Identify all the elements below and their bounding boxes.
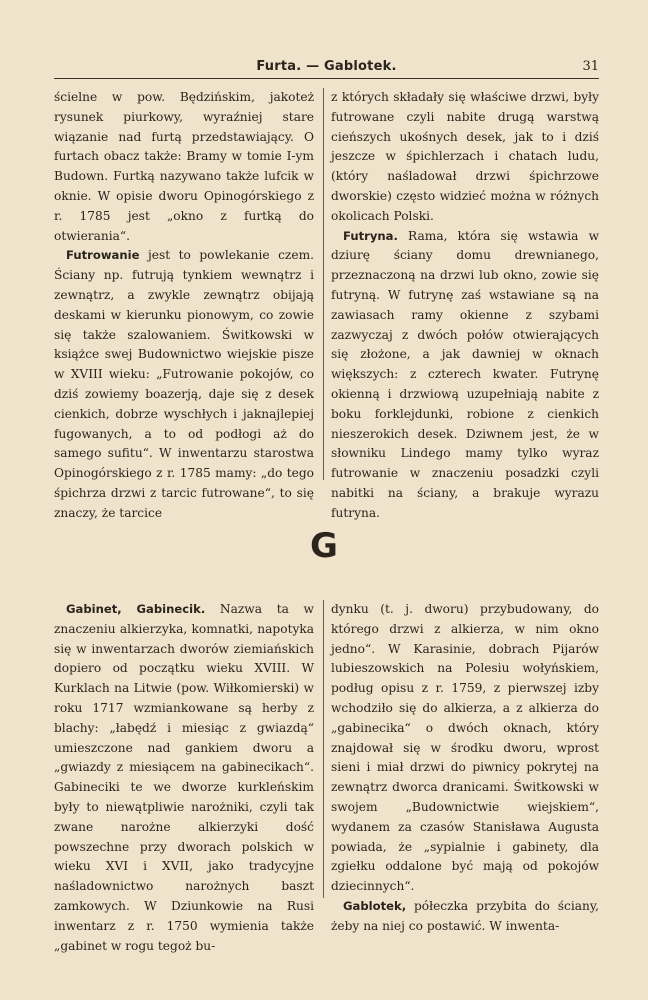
paragraph-continued: dynku (t. j. dworu) przybudowany, do którego drzwi z alkierza, w nim okno jedno“. W Karasinie, dobrach Pijarów lubieszowskich na Polesiu wołyńskiem, podług opisu z r. 1759, z pierwszej izby wchodziło się do alkierza, a z alkierza do „gabinecika“ o dwóch oknach, który znajdował się w środku dworu, wprost sieni i miał drzwi do piwnicy pokrytej na zewnątrz dworca dranicami. Świtkowski w swojem „Budownictwie wiejskiem“, wydanem za czasów Stanisława Augusta powiada, że „sypialnie i gabinety, dla zgiełku oddalone być mają od pokojów dziecinnych“. [331, 602, 599, 894]
entry-text: Nazwa ta w znaczeniu alkierzyka, komnatki, napotyka się w inwentarzach dworów ziemiańskich dopiero od początku wieku XVIII. W Kurklach na Litwie (pow. Wiłkomierski) w roku 1717 wzmiankowane są herby z blachy: „łabędź i miesiąc z gwiazdą“ umieszczone nad gankiem dworu a „gwiazdy z miesiącem na gabinecikach“. Gabineciki te we dworze kurkleńskim były to niewątpliwie narożniki, czyli tak zwane narożne alkierzyki dość powszechne przy dworach polskich w wieku XVI i XVII, jako tradycyjne naśladownictwo narożnych baszt zamkowych. W Dziunkowie na Rusi inwentarz z r. 1750 wymienia także „gabinet w rogu tegoż bu- [54, 602, 314, 953]
entry-futryna [331, 227, 599, 524]
column-divider [323, 600, 324, 898]
entry-headword: Futryna. [343, 228, 398, 243]
entry-text: Rama, która się wstawia w dziurę ściany domu drewnianego, przeznaczoną na drzwi lub okno, zowie się futryną. W futrynę zaś wstawiane są na zawiasach ramy okienne z szybami zazwyczaj z dwóch połów otwierających się złożone, a jak dawniej w oknach większych: z czterech kwater. Futrynę okienną i drzwiową uzupełniają nabite z boku forklejdunki, robione z cienkich nieszerokich desek. Dziwnem jest, że w słowniku Lindego mamy tylko wyraz futrowanie w znaczeniu posadzki czyli nabitki na ściany, a brakuje wyrazu futryna. [331, 228, 599, 520]
entry-headword: Gabinet, Gabinecik. [66, 602, 206, 616]
column-right-top [331, 88, 599, 524]
paragraph-continued: ścielne w pow. Będzińskim, jakoteż rysunek piurkowy, wyraźniej stare wiązanie nad furtą przedstawiający. O furtach obacz także: Bramy w tomie I-ym Budown. Furtką nazywano także lufcik w oknie. W opisie dworu Opinogórskiego z r. 1785 jest „okno z furtką do otwierania“. [54, 90, 314, 243]
entry-gablotek [331, 897, 599, 937]
section-letter: G [310, 526, 338, 566]
column-left-top [54, 88, 314, 524]
running-header [54, 58, 599, 79]
entry-futrowanie [54, 246, 314, 523]
entry-headword: Gablotek, [343, 898, 407, 913]
paragraph-continued: z których składały się właściwe drzwi, były futrowane czyli nabite drugą warstwą cieńszych ukośnych desek, jak to i dziś jeszcze w śpichlerzach i chatach ludu, (który naśladował drzwi śpichrzowe dworskie) często widzieć można w różnych okolicach Polski. [331, 90, 599, 223]
entry-text: półeczka przybita do ściany, żeby na niej co postawić. W inwenta- [331, 898, 599, 933]
page-number: 31 [582, 59, 599, 74]
column-right-bottom [331, 600, 599, 937]
entry-headword: Futrowanie [66, 248, 140, 263]
header-title: Furta. — Gablotek. [256, 59, 397, 74]
column-divider [323, 88, 324, 480]
entry-gabinet [54, 600, 314, 956]
column-left-bottom [54, 600, 314, 956]
entry-text: jest to powlekanie czem. Ściany np. futrują tynkiem wewnątrz i zewnątrz, a zwykle zewnątrz obijają deskami w kierunku pionowym, co zowie się także szalowaniem. Świtkowski w książce swej Budownictwo wiejskie pisze w XVIII wieku: „Futrowanie pokojów, co dziś zowiemy boazerją, daje się z desek cienkich, dobrze wyschłych i jaknajlepiej fugowanych, a to od podłogi aż do samego sufitu“. W inwentarzu starostwa Opinogórskiego z r. 1785 mamy: „do tego śpichrza drzwi z tarcic futrowane“, to się znaczy, że tarcice [54, 248, 314, 520]
